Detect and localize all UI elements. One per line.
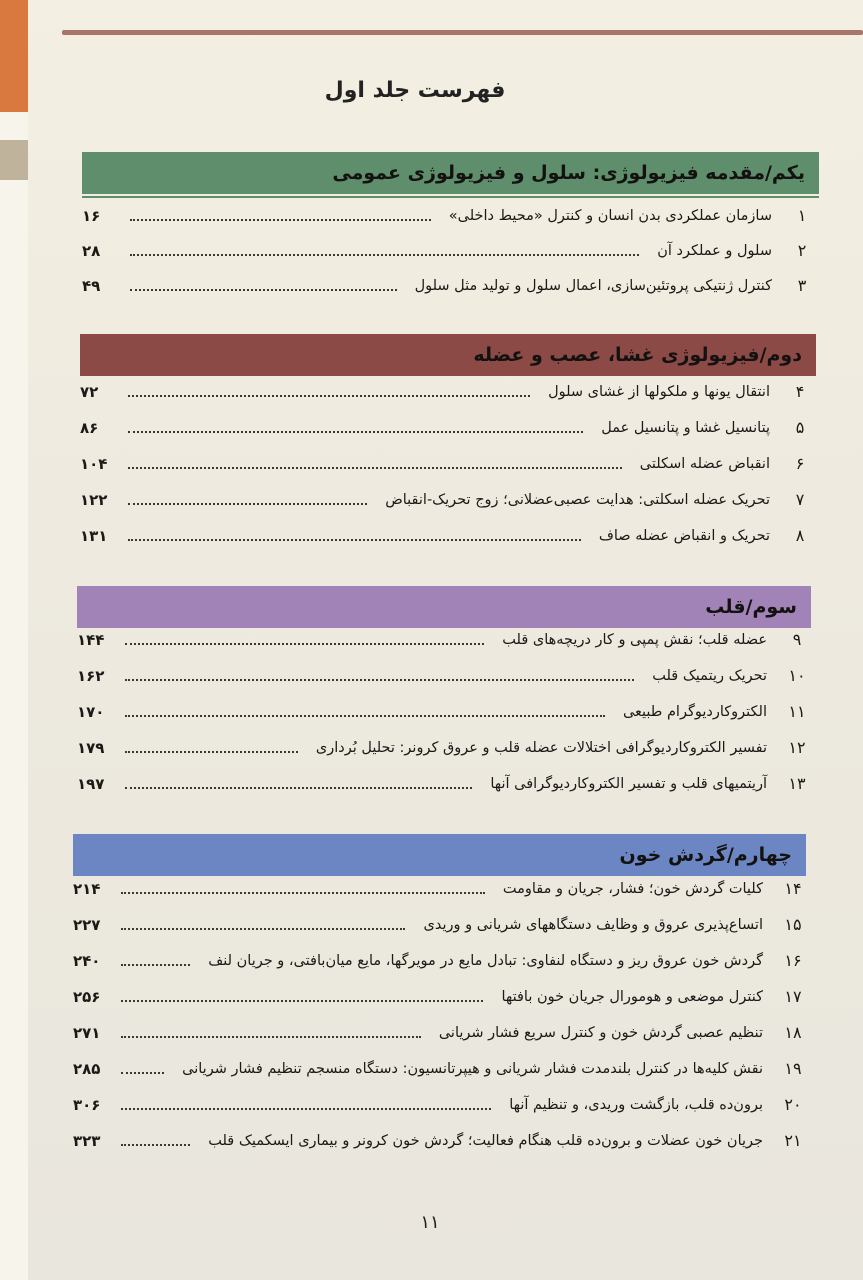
chapter-number: ۶	[795, 454, 805, 473]
chapter-number: ۱۲	[788, 738, 806, 757]
section-banner-2	[80, 334, 816, 376]
leader-dots	[130, 217, 431, 221]
leader-dots	[130, 287, 397, 291]
page-number: ۱۴۴	[77, 631, 105, 649]
page-number: ۲۸	[82, 242, 101, 260]
chapter-number: ۱	[797, 206, 807, 225]
chapter-number: ۱۶	[784, 951, 802, 970]
chapter-number: ۴	[795, 382, 805, 401]
page-number: ۳۰۶	[73, 1096, 101, 1114]
leader-dots	[125, 785, 472, 789]
toc-entry	[73, 946, 813, 976]
chapter-number: ۹	[792, 630, 802, 649]
toc-entry	[80, 413, 820, 443]
section-banner-4	[73, 834, 806, 876]
chapter-number: ۲۱	[784, 1131, 802, 1150]
chapter-title: پتانسیل غشا و پتانسیل عمل	[601, 420, 770, 436]
leader-dots	[121, 890, 485, 894]
section-heading: دوم/فیزیولوژی غشا، عصب و عضله	[473, 344, 802, 366]
page-number: ۱۹۷	[77, 775, 105, 793]
toc-entry	[73, 1054, 813, 1084]
chapter-number: ۱۹	[784, 1059, 802, 1078]
toc-entry	[77, 769, 817, 799]
page-number: ۲۴۰	[73, 952, 101, 970]
page-number: ۱۰۴	[80, 455, 108, 473]
chapter-title: کنترل موضعی و هومورال جریان خون بافتها	[501, 989, 763, 1005]
toc-entry	[73, 982, 813, 1012]
chapter-number: ۳	[797, 276, 807, 295]
section-heading: سوم/قلب	[705, 596, 797, 618]
edge-tab-orange	[0, 0, 28, 112]
section-rule	[77, 622, 811, 624]
leader-dots	[128, 429, 583, 433]
page-number: ۱۶۲	[77, 667, 105, 685]
header-rule	[62, 30, 863, 35]
facing-page-edge	[0, 112, 28, 1280]
chapter-title: انتقال یونها و ملکولها از غشای سلول	[548, 384, 770, 400]
page-number: ۱۷۰	[77, 703, 105, 721]
leader-dots	[121, 998, 483, 1002]
chapter-title: سازمان عملکردی بدن انسان و کنترل «محیط داخلی»	[448, 208, 772, 224]
chapter-title: تحریک ریتمیک قلب	[652, 668, 767, 684]
toc-entry	[73, 874, 813, 904]
page-folio: ۱۱	[420, 1212, 440, 1233]
leader-dots	[125, 713, 605, 717]
leader-dots	[128, 465, 622, 469]
chapter-title: نقش کلیه‌ها در کنترل بلندمدت فشار شریانی و هیپرتانسیون: دستگاه منسجم تنظیم فشار شریانی	[182, 1061, 763, 1077]
page-number: ۱۲۲	[80, 491, 108, 509]
leader-dots	[125, 677, 634, 681]
chapter-number: ۱۳	[788, 774, 806, 793]
chapter-number: ۲۰	[784, 1095, 802, 1114]
toc-entry	[82, 236, 822, 266]
page-number: ۲۷۱	[73, 1024, 101, 1042]
leader-dots	[130, 252, 639, 256]
toc-entry	[77, 733, 817, 763]
leader-dots	[128, 537, 581, 541]
page-number: ۲۸۵	[73, 1060, 101, 1078]
toc-entry	[77, 625, 817, 655]
toc-entry	[82, 271, 822, 301]
edge-tab-gray	[0, 140, 28, 180]
section-heading: چهارم/گردش خون	[619, 844, 792, 866]
chapter-number: ۱۱	[788, 702, 806, 721]
page-number: ۱۶	[82, 207, 101, 225]
chapter-number: ۱۸	[784, 1023, 802, 1042]
toc-entry	[73, 910, 813, 940]
toc-entry	[77, 661, 817, 691]
toc-entry	[80, 521, 820, 551]
chapter-number: ۵	[795, 418, 805, 437]
leader-dots	[128, 501, 367, 505]
toc-entry	[73, 1090, 813, 1120]
leader-dots	[121, 1034, 421, 1038]
leader-dots	[125, 749, 298, 753]
page-number: ۱۷۹	[77, 739, 105, 757]
leader-dots	[121, 1106, 491, 1110]
chapter-number: ۷	[795, 490, 805, 509]
chapter-number: ۱۷	[784, 987, 802, 1006]
section-banner-1	[82, 152, 819, 194]
chapter-title: انقباض عضله اسکلتی	[639, 456, 770, 472]
section-rule	[73, 871, 806, 873]
chapter-title: عضله قلب؛ نقش پمپی و کار دریچه‌های قلب	[502, 632, 767, 648]
chapter-number: ۱۵	[784, 915, 802, 934]
page-number: ۲۲۷	[73, 916, 101, 934]
chapter-number: ۲	[797, 241, 807, 260]
chapter-number: ۱۰	[788, 666, 806, 685]
page-number: ۲۱۴	[73, 880, 101, 898]
page-title: فهرست جلد اول	[324, 78, 506, 103]
chapter-title: اتساع‌پذیری عروق و وظایف دستگاههای شریانی و وریدی	[423, 917, 763, 933]
page-number: ۴۹	[82, 277, 101, 295]
chapter-title: تفسیر الکتروکاردیوگرافی اختلالات عضله قلب و عروق کرونر: تحلیل بُرداری	[315, 740, 767, 756]
page-number: ۲۵۶	[73, 988, 101, 1006]
toc-entry	[80, 377, 820, 407]
chapter-title: کلیات گردش خون؛ فشار، جریان و مقاومت	[502, 881, 763, 897]
chapter-title: سلول و عملکرد آن	[657, 243, 772, 259]
leader-dots	[128, 393, 530, 397]
toc-entry	[82, 201, 822, 231]
chapter-title: برون‌ده قلب، بازگشت وریدی، و تنظیم آنها	[509, 1097, 763, 1113]
chapter-title: تحریک عضله اسکلتی: هدایت عصبی‌عضلانی؛ زوج تحریک-انقباض	[385, 492, 770, 508]
toc-entry	[80, 449, 820, 479]
page-number: ۳۲۳	[73, 1132, 101, 1150]
chapter-title: گردش خون عروق ریز و دستگاه لنفاوی: تبادل مایع در مویرگها، مایع میان‌بافتی، و جریان لنف	[208, 953, 763, 969]
chapter-title: الکتروکاردیوگرام طبیعی	[622, 704, 767, 720]
page-number: ۷۲	[80, 383, 99, 401]
toc-entry	[77, 697, 817, 727]
page-number: ۸۶	[80, 419, 99, 437]
chapter-title: تنظیم عصبی گردش خون و کنترل سریع فشار شریانی	[438, 1025, 763, 1041]
section-rule	[82, 196, 819, 198]
chapter-title: تحریک و انقباض عضله صاف	[598, 528, 770, 544]
chapter-number: ۸	[795, 526, 805, 545]
toc-entry	[80, 485, 820, 515]
chapter-title: جریان خون عضلات و برون‌ده قلب هنگام فعالیت؛ گردش خون کرونر و بیماری ایسکمیک قلب	[208, 1133, 763, 1149]
chapter-number: ۱۴	[784, 879, 802, 898]
toc-entry	[73, 1018, 813, 1048]
chapter-title: آریتمیهای قلب و تفسیر الکتروکاردیوگرافی آنها	[490, 776, 767, 792]
section-rule	[80, 371, 816, 373]
section-heading: یکم/مقدمه فیزیولوژی: سلول و فیزیولوژی عمومی	[332, 162, 805, 184]
page-number: ۱۳۱	[80, 527, 108, 545]
toc-entry	[73, 1126, 813, 1156]
leader-dots	[121, 926, 405, 930]
chapter-title: کنترل ژنتیکی پروتئین‌سازی، اعمال سلول و تولید مثل سلول	[414, 278, 772, 294]
leader-dots	[125, 641, 484, 645]
